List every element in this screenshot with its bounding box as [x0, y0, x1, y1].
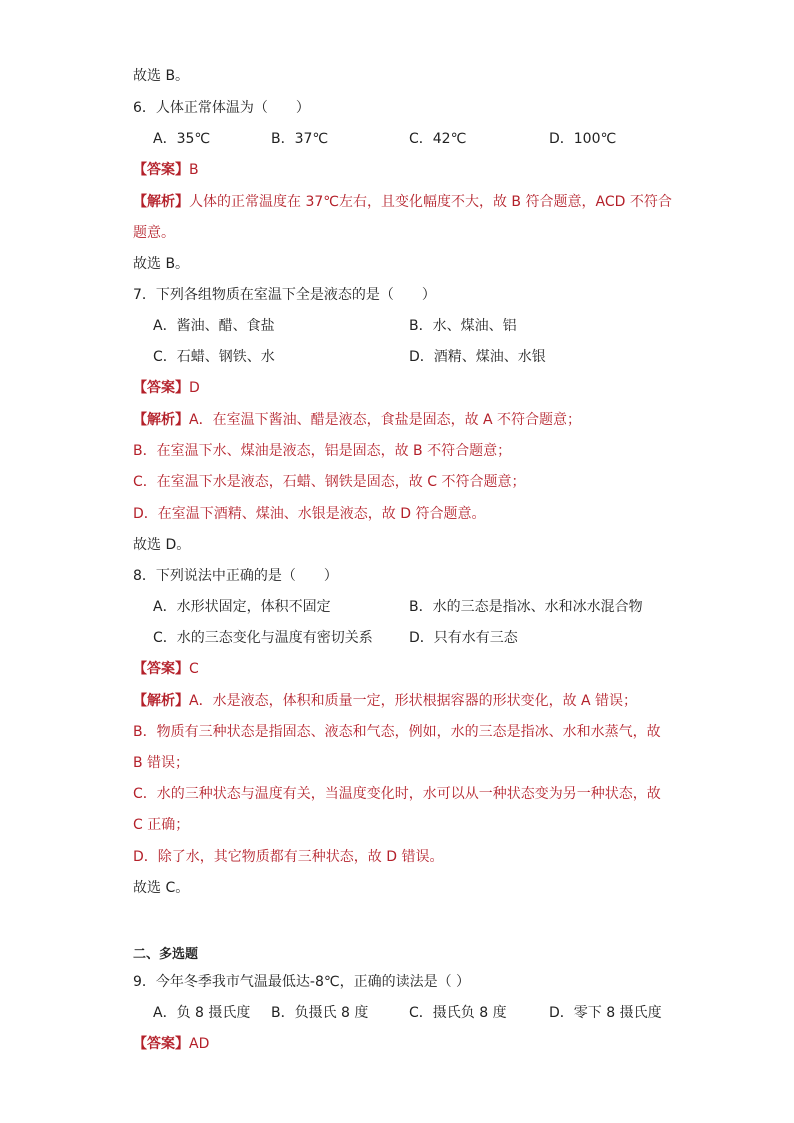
question-6-stem: 6．人体正常体温为（ ） — [133, 100, 310, 116]
q7-analysis-line-3: C．在室温下水是液态，石蜡、钢铁是固态，故 C 不符合题意； — [133, 474, 526, 490]
answer-value: B — [189, 162, 199, 178]
q7-analysis-line-4: D．在室温下酒精、煤油、水银是液态，故 D 符合题意。 — [133, 506, 486, 522]
q6-option-a: A．35℃ — [153, 131, 211, 147]
answer-tag: 【答案】 — [133, 1036, 189, 1052]
q9-option-c: C．摄氏负 8 度 — [409, 1005, 507, 1021]
q8-analysis-line-4: C．水的三种状态与温度有关，当温度变化时，水可以从一种状态变为另一种状态，故 — [133, 786, 661, 802]
q6-option-d: D．100℃ — [549, 131, 617, 147]
q7-answer — [133, 378, 200, 398]
section-title: 二、多选题 — [133, 947, 199, 962]
q8-analysis-line-6: D．除了水，其它物质都有三种状态，故 D 错误。 — [133, 849, 444, 865]
analysis-tag: 【解析】 — [133, 693, 189, 709]
q6-analysis-line-2: 题意。 — [133, 225, 175, 241]
q7-option-b: B．水、煤油、铝 — [409, 318, 517, 334]
q8-analysis-line-1 — [133, 691, 637, 711]
analysis-text: A．在室温下酱油、醋是液态，食盐是固态，故 A 不符合题意； — [189, 412, 582, 428]
q6-conclusion: 故选 B。 — [133, 256, 190, 272]
q8-option-b: B．水的三态是指冰、水和冰水混合物 — [409, 599, 643, 615]
q8-analysis-line-3: B 错误； — [133, 755, 190, 771]
q8-option-d: D．只有水有三态 — [409, 630, 518, 646]
answer-value: D — [189, 380, 200, 396]
q7-conclusion: 故选 D。 — [133, 537, 191, 553]
q9-option-b: B．负摄氏 8 度 — [271, 1005, 369, 1021]
q7-analysis-line-2: B．在室温下水、煤油是液态，铝是固态，故 B 不符合题意； — [133, 443, 512, 459]
q6-analysis-line-1 — [133, 192, 672, 212]
analysis-text: 人体的正常温度在 37℃左右，且变化幅度不大，故 B 符合题意，ACD 不符合 — [189, 194, 672, 210]
q8-analysis-line-5: C 正确； — [133, 817, 190, 833]
q8-option-c: C．水的三态变化与温度有密切关系 — [153, 630, 373, 646]
answer-tag: 【答案】 — [133, 380, 189, 396]
conclusion-q5: 故选 B。 — [133, 68, 190, 84]
answer-tag: 【答案】 — [133, 162, 189, 178]
q8-analysis-line-2: B．物质有三种状态是指固态、液态和气态，例如，水的三态是指冰、水和水蒸气，故 — [133, 724, 661, 740]
answer-tag: 【答案】 — [133, 661, 189, 677]
q9-option-d: D．零下 8 摄氏度 — [549, 1005, 662, 1021]
question-7-stem: 7．下列各组物质在室温下全是液态的是（ ） — [133, 287, 436, 303]
q8-answer — [133, 659, 199, 679]
q6-option-b: B．37℃ — [271, 131, 329, 147]
q8-conclusion: 故选 C。 — [133, 880, 190, 896]
answer-value: AD — [189, 1036, 210, 1052]
q9-option-a: A．负 8 摄氏度 — [153, 1005, 251, 1021]
q7-option-a: A．酱油、醋、食盐 — [153, 318, 275, 334]
analysis-tag: 【解析】 — [133, 412, 189, 428]
question-8-stem: 8．下列说法中正确的是（ ） — [133, 568, 338, 584]
question-9-stem: 9．今年冬季我市气温最低达-8℃，正确的读法是（ ） — [133, 974, 471, 990]
q7-analysis-line-1 — [133, 410, 581, 430]
q9-answer — [133, 1034, 209, 1054]
q7-option-d: D．酒精、煤油、水银 — [409, 349, 546, 365]
q8-option-a: A．水形状固定，体积不固定 — [153, 599, 331, 615]
answer-value: C — [189, 661, 199, 677]
q7-option-c: C．石蜡、钢铁、水 — [153, 349, 275, 365]
q6-answer — [133, 160, 199, 180]
analysis-tag: 【解析】 — [133, 194, 189, 210]
analysis-text: A．水是液态，体积和质量一定，形状根据容器的形状变化，故 A 错误； — [189, 693, 638, 709]
q6-option-c: C．42℃ — [409, 131, 467, 147]
